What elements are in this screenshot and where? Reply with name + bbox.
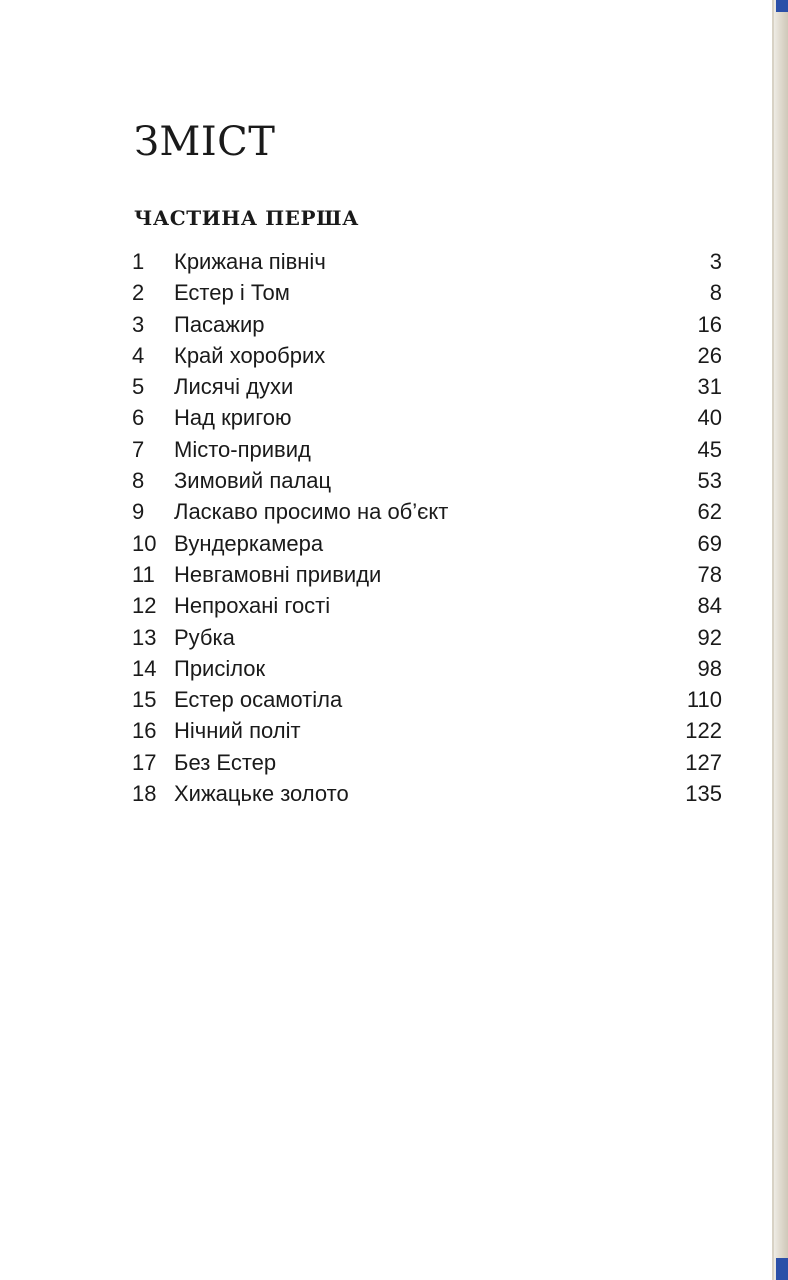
chapter-title: Невгамовні привиди bbox=[174, 561, 382, 587]
chapter-title: Над кригою bbox=[174, 405, 292, 431]
chapter-title: Присілок bbox=[174, 655, 266, 681]
chapter-page: 84 bbox=[697, 593, 722, 619]
toc-list bbox=[132, 246, 722, 809]
cover-corner-bottom bbox=[776, 1258, 788, 1280]
chapter-title: Нічний політ bbox=[174, 718, 301, 744]
chapter-title: Без Естер bbox=[174, 749, 277, 775]
chapter-number: 2 bbox=[132, 280, 145, 306]
chapter-title: Зимовий палац bbox=[174, 468, 332, 494]
chapter-number: 16 bbox=[132, 718, 157, 744]
toc-entry bbox=[132, 747, 722, 778]
chapter-page: 62 bbox=[697, 499, 722, 525]
page-binding-edge bbox=[772, 0, 788, 1280]
chapter-title: Ласкаво просимо на об’єкт bbox=[174, 499, 449, 525]
toc-entry bbox=[132, 684, 722, 715]
toc-entry bbox=[132, 528, 722, 559]
chapter-number: 6 bbox=[132, 405, 145, 431]
chapter-title: Рубка bbox=[174, 624, 235, 650]
toc-entry bbox=[132, 778, 722, 809]
page-title: ЗМІСТ bbox=[134, 119, 276, 165]
chapter-page: 26 bbox=[697, 342, 722, 368]
toc-entry bbox=[132, 309, 722, 340]
toc-entry bbox=[132, 590, 722, 621]
chapter-title: Крижана північ bbox=[174, 249, 326, 274]
toc-entry bbox=[132, 496, 722, 527]
chapter-number: 10 bbox=[132, 530, 157, 556]
chapter-title: Непрохані гості bbox=[174, 593, 331, 619]
toc-entry bbox=[132, 246, 722, 277]
chapter-number: 14 bbox=[132, 655, 157, 681]
chapter-page: 3 bbox=[709, 249, 722, 274]
chapter-number: 7 bbox=[132, 436, 145, 462]
chapter-page: 78 bbox=[697, 561, 722, 587]
chapter-title: Пасажир bbox=[174, 311, 265, 337]
chapter-title: Лисячі духи bbox=[174, 374, 294, 400]
chapter-number: 13 bbox=[132, 624, 157, 650]
toc-entry bbox=[132, 340, 722, 371]
chapter-number: 4 bbox=[132, 342, 145, 368]
chapter-number: 9 bbox=[132, 499, 145, 525]
chapter-title: Місто-привид bbox=[174, 436, 311, 462]
chapter-page: 127 bbox=[685, 749, 722, 775]
chapter-number: 17 bbox=[132, 749, 157, 775]
toc-entry bbox=[132, 559, 722, 590]
chapter-title: Край хоробрих bbox=[174, 342, 326, 368]
toc-entry bbox=[132, 434, 722, 465]
chapter-number: 3 bbox=[132, 311, 145, 337]
chapter-page: 135 bbox=[685, 781, 722, 807]
chapter-page: 8 bbox=[709, 280, 722, 306]
chapter-number: 18 bbox=[132, 781, 157, 807]
cover-corner-top bbox=[776, 0, 788, 12]
chapter-page: 40 bbox=[697, 405, 722, 431]
toc-entry bbox=[132, 715, 722, 746]
chapter-page: 92 bbox=[697, 624, 722, 650]
chapter-title: Естер осамотіла bbox=[174, 687, 343, 713]
chapter-page: 110 bbox=[686, 687, 722, 713]
toc-entry bbox=[132, 622, 722, 653]
toc-entry bbox=[132, 465, 722, 496]
chapter-page: 98 bbox=[697, 655, 722, 681]
chapter-number: 15 bbox=[132, 687, 157, 713]
toc-entry bbox=[132, 653, 722, 684]
part-heading: ЧАСТИНА ПЕРША bbox=[134, 206, 360, 230]
chapter-title: Естер і Том bbox=[174, 280, 290, 306]
chapter-number: 1 bbox=[132, 249, 145, 274]
toc-entry bbox=[132, 402, 722, 433]
chapter-title: Хижацьке золото bbox=[174, 781, 349, 807]
chapter-page: 53 bbox=[697, 468, 722, 494]
chapter-number: 11 bbox=[132, 561, 155, 587]
chapter-number: 5 bbox=[132, 374, 145, 400]
chapter-title: Вундеркамера bbox=[174, 530, 324, 556]
chapter-page: 122 bbox=[685, 718, 722, 744]
chapter-page: 45 bbox=[697, 436, 722, 462]
chapter-page: 31 bbox=[697, 374, 722, 400]
chapter-number: 12 bbox=[132, 593, 157, 619]
toc-entry bbox=[132, 277, 722, 308]
toc-entry bbox=[132, 371, 722, 402]
chapter-page: 69 bbox=[697, 530, 722, 556]
chapter-number: 8 bbox=[132, 468, 145, 494]
chapter-page: 16 bbox=[697, 311, 722, 337]
